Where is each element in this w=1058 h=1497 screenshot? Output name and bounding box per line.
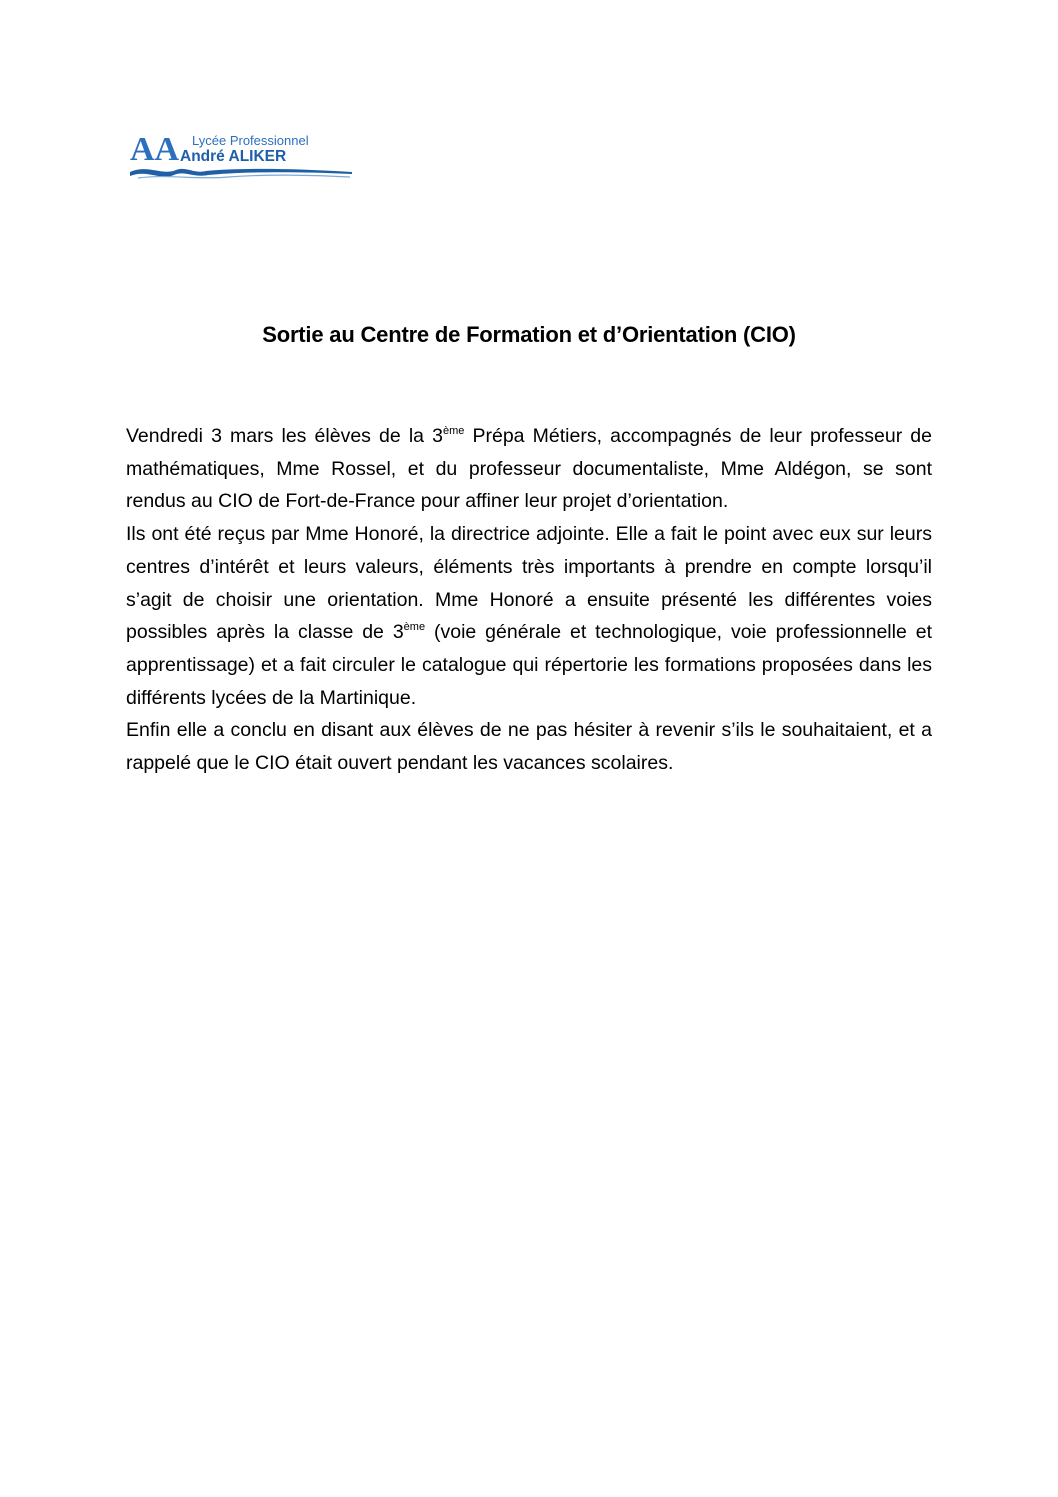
superscript-ordinal: ème: [442, 425, 465, 437]
logo-monogram: AA: [130, 131, 180, 168]
paragraph-2: Ils ont été reçus par Mme Honoré, la directrice adjointe. Elle a fait le point avec eux sur leurs centres d’intérêt et leurs valeurs, éléments très importants à prendre en compte lorsqu’il s’agit de choisir une orientation. Mme Honoré a ensuite présenté les différentes voies possibles après la classe de 3ème (voie générale et technologique, voie professionnelle et apprentissage) et a fait circuler le catalogue qui répertorie les formations proposées dans les différents lycées de la Martinique.: [126, 523, 933, 709]
school-logo-graphic: [128, 128, 356, 184]
page-title: Sortie au Centre de Formation et d’Orientation (CIO): [262, 322, 796, 347]
paragraph-3: Enfin elle a conclu en disant aux élèves de ne pas hésiter à revenir s’ils le souhaitaient, et a rappelé que le CIO était ouvert pendant les vacances scolaires.: [126, 719, 932, 775]
school-logo: [128, 128, 356, 184]
article-body: [126, 420, 932, 780]
superscript-ordinal: ème: [403, 621, 426, 634]
paragraph-1: Vendredi 3 mars les élèves de la 3ème Prépa Métiers, accompagnés de leur professeur de mathématiques, Mme Rossel, et du professeur documentaliste, Mme Aldégon, se sont rendus au CIO de Fort-de-France pour affiner leur projet d’orientation.: [126, 425, 932, 513]
logo-line-1: Lycée Professionnel: [192, 133, 309, 148]
logo-line-2: André ALIKER: [180, 148, 287, 165]
